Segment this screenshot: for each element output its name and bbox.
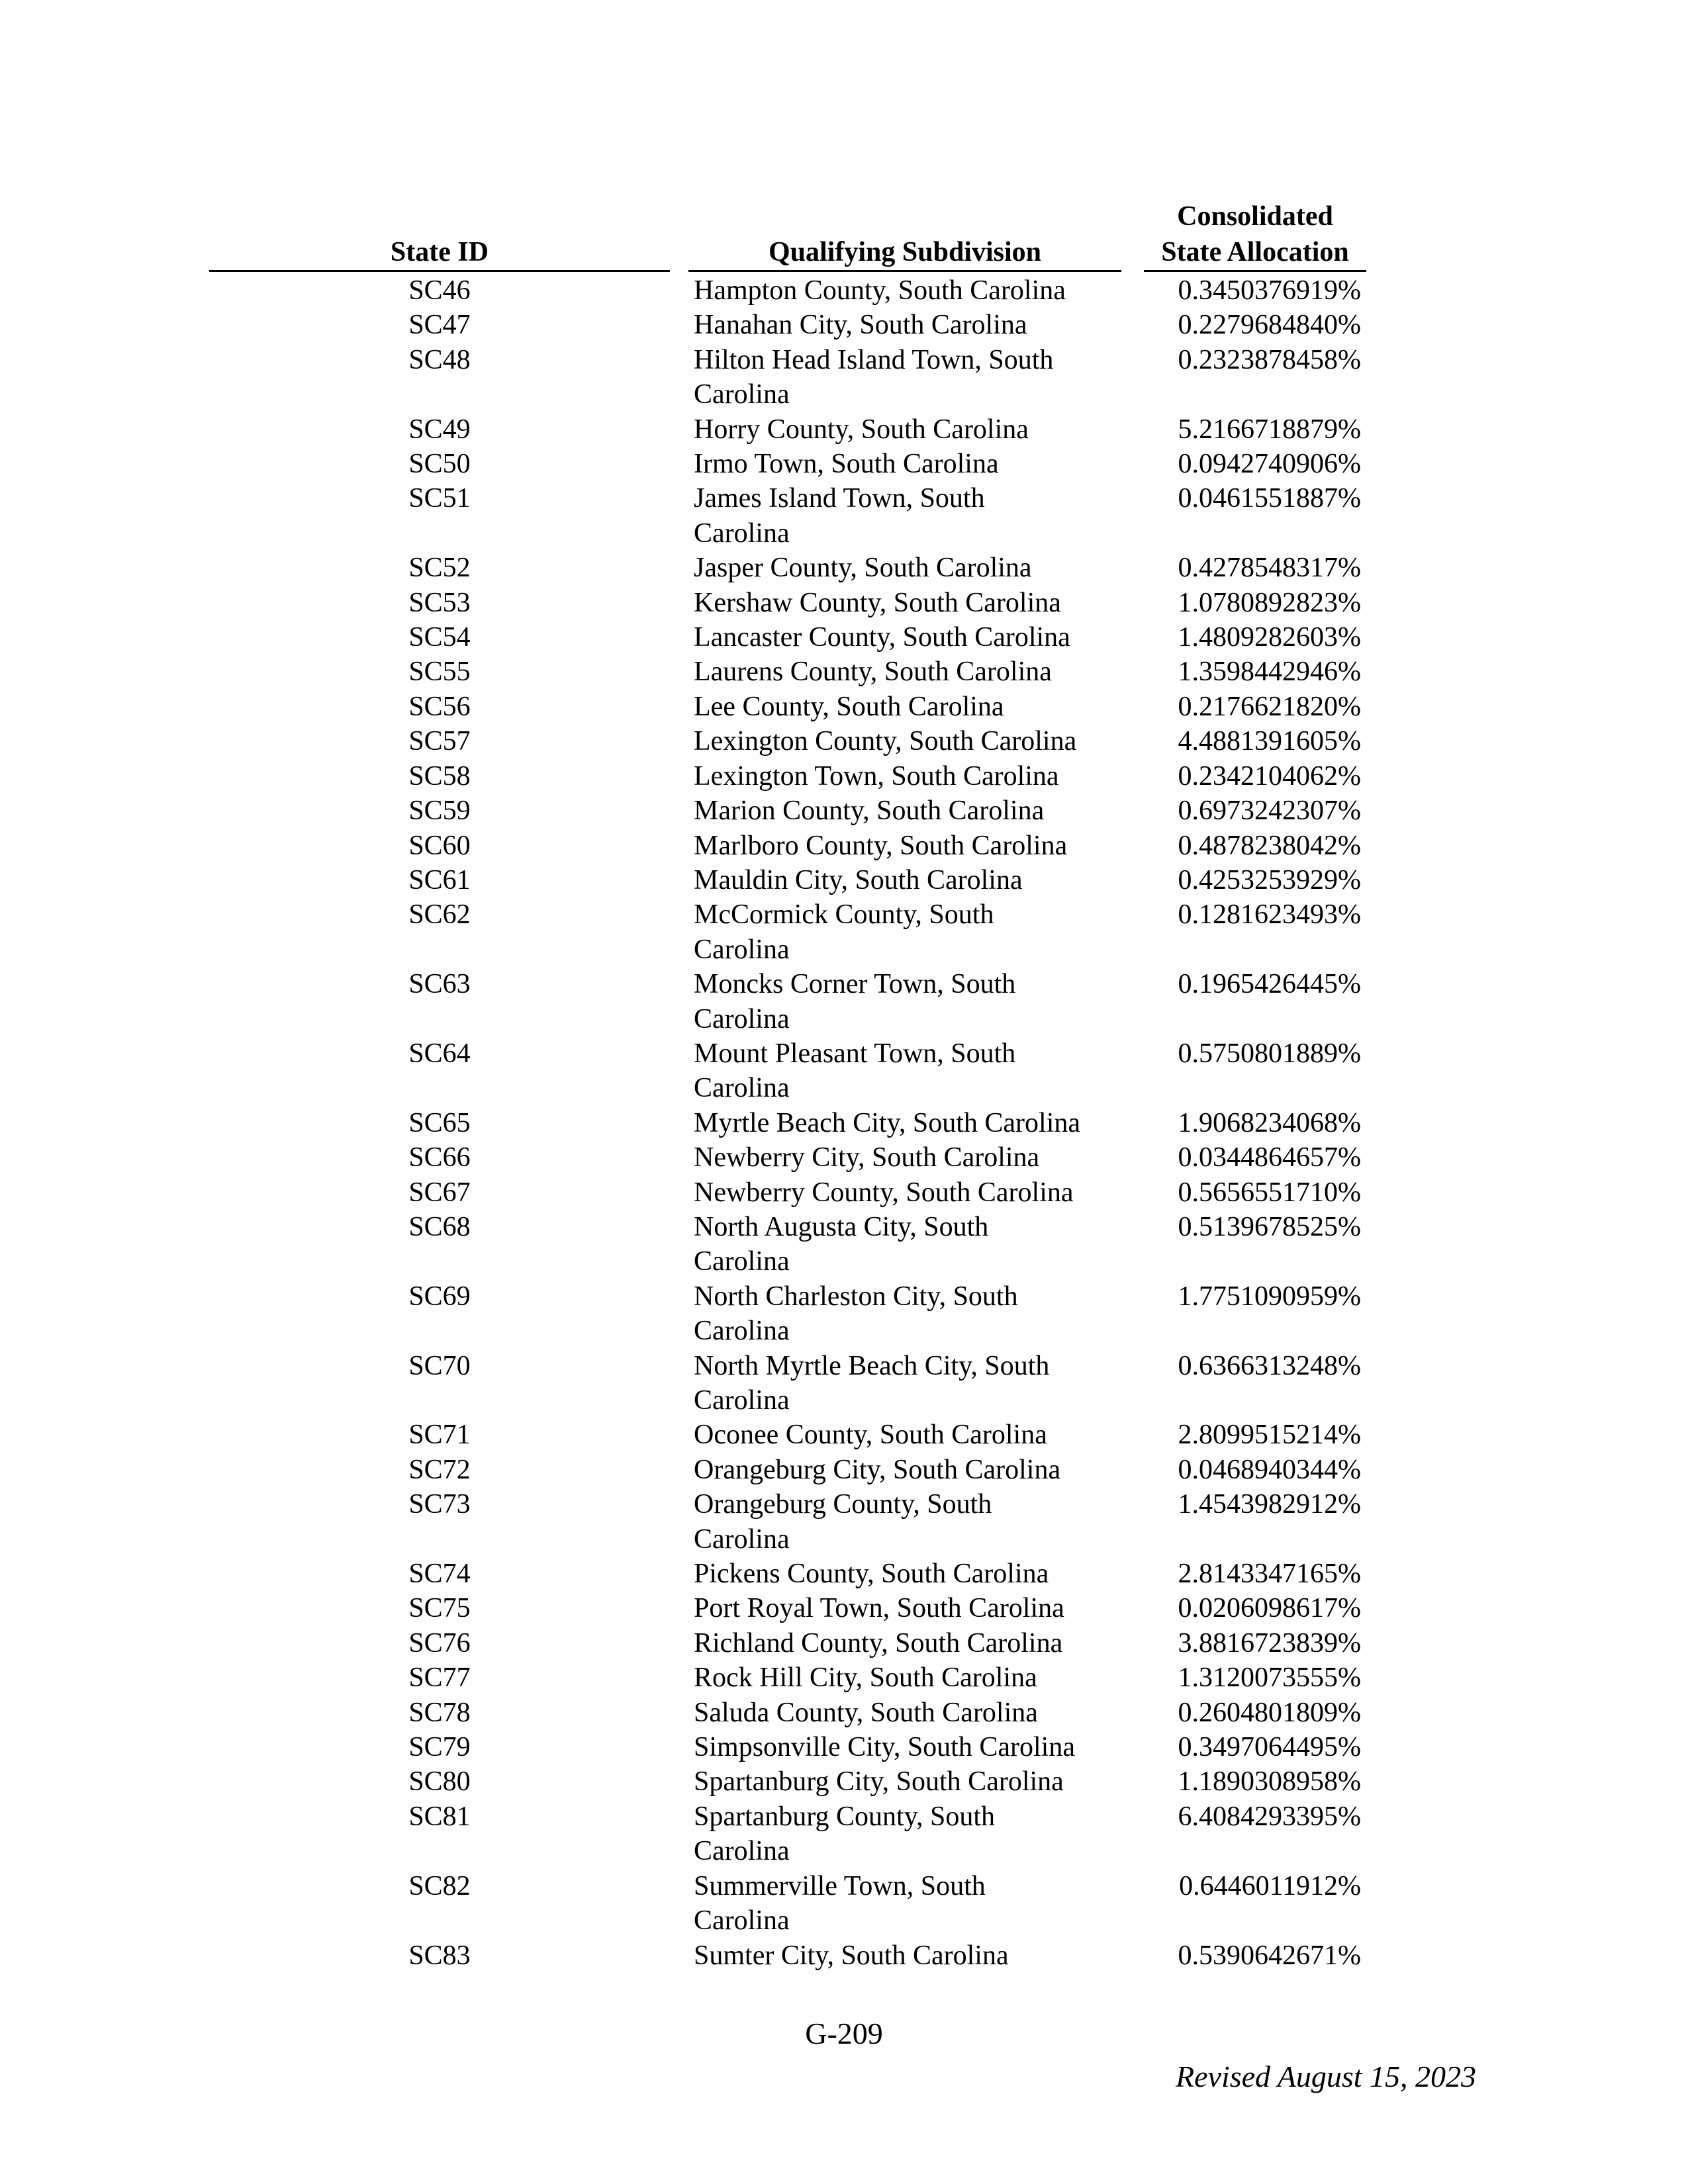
table-row bbox=[0, 1730, 1688, 1764]
state-id-cell: SC52 bbox=[408, 553, 471, 584]
subdivision-line: Port Royal Town, South Carolina bbox=[694, 1593, 1064, 1624]
header-underline-subdivision bbox=[688, 270, 1121, 272]
state-id-cell: SC83 bbox=[408, 1940, 471, 1971]
subdivision-cell bbox=[694, 829, 1124, 863]
table-row bbox=[0, 1036, 1688, 1106]
subdivision-line: Pickens County, South Carolina bbox=[694, 1559, 1049, 1590]
allocation-cell: 1.9068234068% bbox=[1178, 1107, 1361, 1138]
allocation-cell: 0.6446011912% bbox=[1179, 1870, 1361, 1901]
allocation-cell: 1.3598442946% bbox=[1178, 657, 1361, 688]
state-id-cell: SC75 bbox=[408, 1593, 471, 1624]
table-row bbox=[0, 655, 1688, 689]
subdivision-cell bbox=[694, 1730, 1124, 1764]
subdivision-cell bbox=[694, 1349, 1124, 1418]
state-id-cell: SC68 bbox=[408, 1211, 471, 1242]
allocation-cell: 0.3497064495% bbox=[1178, 1732, 1361, 1763]
allocation-cell: 0.0468940344% bbox=[1178, 1454, 1361, 1485]
state-id-cell: SC67 bbox=[408, 1177, 471, 1208]
allocation-cell: 0.5390642671% bbox=[1178, 1940, 1361, 1971]
subdivision-line: Orangeburg County, South bbox=[694, 1489, 992, 1520]
subdivision-line: Spartanburg County, South bbox=[694, 1801, 996, 1832]
state-id-cell: SC72 bbox=[408, 1454, 471, 1485]
subdivision-line: Lee County, South Carolina bbox=[694, 691, 1004, 722]
header-underline-state-id bbox=[209, 270, 670, 272]
subdivision-line: Saluda County, South Carolina bbox=[694, 1697, 1038, 1728]
subdivision-line: Rock Hill City, South Carolina bbox=[694, 1662, 1037, 1694]
allocation-cell: 0.2279684840% bbox=[1178, 310, 1361, 341]
state-id-cell: SC59 bbox=[408, 796, 471, 827]
subdivision-line: Spartanburg City, South Carolina bbox=[694, 1766, 1064, 1797]
table-row bbox=[0, 1661, 1688, 1695]
table-row bbox=[0, 481, 1688, 551]
allocation-cell: 3.8816723839% bbox=[1178, 1627, 1361, 1659]
subdivision-line: James Island Town, South bbox=[694, 483, 985, 514]
subdivision-line: North Charleston City, South bbox=[694, 1281, 1018, 1312]
subdivision-cell bbox=[694, 1453, 1124, 1487]
subdivision-line: Hanahan City, South Carolina bbox=[694, 310, 1027, 341]
subdivision-cell bbox=[694, 1175, 1124, 1210]
table-row bbox=[0, 308, 1688, 342]
column-header-allocation-line-1: Consolidated bbox=[1177, 201, 1333, 232]
state-id-cell: SC61 bbox=[408, 864, 471, 895]
subdivision-line: Kershaw County, South Carolina bbox=[694, 587, 1061, 618]
table-row bbox=[0, 829, 1688, 863]
table-row bbox=[0, 1140, 1688, 1175]
table-row bbox=[0, 1453, 1688, 1487]
subdivision-line: Summerville Town, South bbox=[694, 1870, 986, 1901]
allocation-cell: 0.5656551710% bbox=[1178, 1177, 1361, 1208]
allocation-cell: 0.6366313248% bbox=[1178, 1350, 1361, 1381]
subdivision-line: Myrtle Beach City, South Carolina bbox=[694, 1107, 1081, 1138]
state-id-cell: SC57 bbox=[408, 726, 471, 757]
subdivision-line: Carolina bbox=[694, 1524, 790, 1555]
table-row bbox=[0, 690, 1688, 724]
state-id-cell: SC50 bbox=[408, 449, 471, 480]
subdivision-line: Irmo Town, South Carolina bbox=[694, 449, 999, 480]
state-id-cell: SC58 bbox=[408, 760, 471, 792]
subdivision-cell bbox=[694, 273, 1124, 308]
subdivision-cell bbox=[694, 620, 1124, 655]
allocation-cell: 0.4278548317% bbox=[1178, 553, 1361, 584]
table-row bbox=[0, 551, 1688, 585]
allocation-table-body bbox=[0, 273, 1688, 1973]
allocation-cell: 1.3120073555% bbox=[1178, 1662, 1361, 1694]
allocation-cell: 6.4084293395% bbox=[1178, 1801, 1361, 1832]
subdivision-line: Sumter City, South Carolina bbox=[694, 1940, 1009, 1971]
subdivision-cell bbox=[694, 551, 1124, 585]
allocation-cell: 0.0461551887% bbox=[1178, 483, 1361, 514]
allocation-cell: 0.4253253929% bbox=[1178, 864, 1361, 895]
column-header-consolidated-state-allocation bbox=[1144, 199, 1366, 270]
allocation-cell: 0.2342104062% bbox=[1178, 760, 1361, 792]
column-header-allocation-line-2: State Allocation bbox=[1161, 237, 1349, 267]
state-id-cell: SC60 bbox=[408, 830, 471, 861]
state-id-cell: SC55 bbox=[408, 657, 471, 688]
subdivision-line: Hilton Head Island Town, South bbox=[694, 344, 1054, 375]
allocation-cell: 0.1281623493% bbox=[1178, 899, 1361, 931]
table-row bbox=[0, 273, 1688, 308]
subdivision-cell bbox=[694, 724, 1124, 758]
subdivision-cell bbox=[694, 1418, 1124, 1452]
table-row bbox=[0, 1557, 1688, 1591]
subdivision-line: Marion County, South Carolina bbox=[694, 796, 1045, 827]
subdivision-cell bbox=[694, 897, 1124, 967]
subdivision-line: Hampton County, South Carolina bbox=[694, 275, 1066, 306]
subdivision-cell bbox=[694, 1938, 1124, 1973]
table-row bbox=[0, 1487, 1688, 1557]
state-id-cell: SC82 bbox=[408, 1870, 471, 1901]
allocation-cell: 2.8099515214% bbox=[1178, 1420, 1361, 1451]
subdivision-line: North Augusta City, South bbox=[694, 1211, 989, 1242]
state-id-cell: SC66 bbox=[408, 1142, 471, 1173]
state-id-cell: SC54 bbox=[408, 622, 471, 653]
allocation-cell: 0.5750801889% bbox=[1178, 1038, 1361, 1069]
subdivision-cell bbox=[694, 1869, 1124, 1938]
allocation-cell: 0.2604801809% bbox=[1178, 1697, 1361, 1728]
state-id-cell: SC74 bbox=[408, 1559, 471, 1590]
subdivision-cell bbox=[694, 863, 1124, 897]
subdivision-line: Laurens County, South Carolina bbox=[694, 657, 1052, 688]
subdivision-line: Richland County, South Carolina bbox=[694, 1627, 1063, 1659]
table-row bbox=[0, 724, 1688, 758]
subdivision-line: Jasper County, South Carolina bbox=[694, 553, 1032, 584]
table-row bbox=[0, 1106, 1688, 1140]
subdivision-line: Horry County, South Carolina bbox=[694, 414, 1029, 445]
allocation-cell: 5.2166718879% bbox=[1178, 414, 1361, 445]
allocation-cell: 0.5139678525% bbox=[1178, 1211, 1361, 1242]
subdivision-line: Lexington County, South Carolina bbox=[694, 726, 1077, 757]
subdivision-line: Carolina bbox=[694, 934, 790, 965]
subdivision-line: Carolina bbox=[694, 1073, 790, 1104]
subdivision-cell bbox=[694, 343, 1124, 412]
state-id-cell: SC63 bbox=[408, 969, 471, 1000]
state-id-cell: SC48 bbox=[408, 344, 471, 375]
column-header-state-id: State ID bbox=[390, 237, 489, 267]
subdivision-cell bbox=[694, 1140, 1124, 1175]
allocation-cell: 0.3450376919% bbox=[1178, 275, 1361, 306]
table-row bbox=[0, 1418, 1688, 1452]
allocation-cell: 1.1890308958% bbox=[1178, 1766, 1361, 1797]
subdivision-cell bbox=[694, 1626, 1124, 1661]
state-id-cell: SC71 bbox=[408, 1420, 471, 1451]
subdivision-cell bbox=[694, 1591, 1124, 1625]
state-id-cell: SC65 bbox=[408, 1107, 471, 1138]
allocation-cell: 0.0942740906% bbox=[1178, 449, 1361, 480]
state-id-cell: SC69 bbox=[408, 1281, 471, 1312]
state-id-cell: SC73 bbox=[408, 1489, 471, 1520]
state-id-cell: SC76 bbox=[408, 1627, 471, 1659]
state-id-cell: SC81 bbox=[408, 1801, 471, 1832]
state-id-cell: SC49 bbox=[408, 414, 471, 445]
subdivision-cell bbox=[694, 690, 1124, 724]
subdivision-line: Carolina bbox=[694, 1246, 790, 1277]
table-row bbox=[0, 897, 1688, 967]
subdivision-cell bbox=[694, 1279, 1124, 1349]
state-id-cell: SC51 bbox=[408, 483, 471, 514]
table-row bbox=[0, 1175, 1688, 1210]
table-row bbox=[0, 447, 1688, 481]
subdivision-line: Carolina bbox=[694, 518, 790, 549]
allocation-cell: 0.4878238042% bbox=[1178, 830, 1361, 861]
subdivision-line: Simpsonville City, South Carolina bbox=[694, 1732, 1075, 1763]
subdivision-line: Mount Pleasant Town, South bbox=[694, 1038, 1016, 1069]
subdivision-line: North Myrtle Beach City, South bbox=[694, 1350, 1050, 1381]
revision-date: Revised August 15, 2023 bbox=[1176, 2060, 1476, 2093]
allocation-cell: 0.6973242307% bbox=[1178, 796, 1361, 827]
state-id-cell: SC46 bbox=[408, 275, 471, 306]
subdivision-line: Carolina bbox=[694, 1385, 790, 1416]
subdivision-line: Newberry City, South Carolina bbox=[694, 1142, 1040, 1173]
subdivision-cell bbox=[694, 1661, 1124, 1695]
subdivision-cell bbox=[694, 1799, 1124, 1869]
table-row bbox=[0, 1279, 1688, 1349]
state-id-cell: SC77 bbox=[408, 1662, 471, 1694]
allocation-cell: 0.1965426445% bbox=[1178, 969, 1361, 1000]
subdivision-line: Carolina bbox=[694, 1316, 790, 1347]
table-row bbox=[0, 794, 1688, 828]
subdivision-cell bbox=[694, 412, 1124, 447]
subdivision-cell bbox=[694, 1764, 1124, 1799]
subdivision-line: McCormick County, South bbox=[694, 899, 994, 931]
allocation-cell: 0.2323878458% bbox=[1178, 344, 1361, 375]
table-row bbox=[0, 412, 1688, 447]
state-id-cell: SC80 bbox=[408, 1766, 471, 1797]
table-row bbox=[0, 1210, 1688, 1279]
state-id-cell: SC62 bbox=[408, 899, 471, 931]
subdivision-cell bbox=[694, 655, 1124, 689]
subdivision-cell bbox=[694, 1487, 1124, 1557]
table-row bbox=[0, 1764, 1688, 1799]
subdivision-line: Marlboro County, South Carolina bbox=[694, 830, 1068, 861]
subdivision-line: Moncks Corner Town, South bbox=[694, 969, 1016, 1000]
page-number: G-209 bbox=[805, 2017, 883, 2050]
table-row bbox=[0, 1349, 1688, 1418]
table-row bbox=[0, 1626, 1688, 1661]
table-row bbox=[0, 1938, 1688, 1973]
subdivision-line: Orangeburg City, South Carolina bbox=[694, 1454, 1061, 1485]
state-id-cell: SC70 bbox=[408, 1350, 471, 1381]
subdivision-line: Newberry County, South Carolina bbox=[694, 1177, 1074, 1208]
state-id-cell: SC79 bbox=[408, 1732, 471, 1763]
state-id-cell: SC78 bbox=[408, 1697, 471, 1728]
subdivision-cell bbox=[694, 794, 1124, 828]
state-id-cell: SC47 bbox=[408, 310, 471, 341]
table-row bbox=[0, 343, 1688, 412]
subdivision-cell bbox=[694, 1106, 1124, 1140]
subdivision-cell bbox=[694, 1557, 1124, 1591]
subdivision-line: Oconee County, South Carolina bbox=[694, 1420, 1047, 1451]
allocation-cell: 4.4881391605% bbox=[1178, 726, 1361, 757]
table-row bbox=[0, 586, 1688, 620]
header-underline-allocation bbox=[1144, 270, 1366, 272]
allocation-cell: 0.2176621820% bbox=[1178, 691, 1361, 722]
allocation-cell: 2.8143347165% bbox=[1178, 1559, 1361, 1590]
table-row bbox=[0, 620, 1688, 655]
subdivision-cell bbox=[694, 308, 1124, 342]
state-id-cell: SC53 bbox=[408, 587, 471, 618]
allocation-cell: 0.0206098617% bbox=[1178, 1593, 1361, 1624]
state-id-cell: SC56 bbox=[408, 691, 471, 722]
subdivision-line: Carolina bbox=[694, 379, 790, 410]
subdivision-cell bbox=[694, 447, 1124, 481]
table-row bbox=[0, 1591, 1688, 1625]
allocation-cell: 1.7751090959% bbox=[1178, 1281, 1361, 1312]
table-row bbox=[0, 967, 1688, 1036]
column-header-qualifying-subdivision: Qualifying Subdivision bbox=[768, 237, 1042, 267]
subdivision-line: Carolina bbox=[694, 1836, 790, 1867]
subdivision-line: Lancaster County, South Carolina bbox=[694, 622, 1070, 653]
table-row bbox=[0, 863, 1688, 897]
allocation-cell: 0.0344864657% bbox=[1178, 1142, 1361, 1173]
subdivision-line: Mauldin City, South Carolina bbox=[694, 864, 1023, 895]
subdivision-line: Carolina bbox=[694, 1003, 790, 1034]
allocation-cell: 1.4543982912% bbox=[1178, 1489, 1361, 1520]
subdivision-cell bbox=[694, 1696, 1124, 1730]
subdivision-cell bbox=[694, 1210, 1124, 1279]
allocation-cell: 1.0780892823% bbox=[1178, 587, 1361, 618]
subdivision-cell bbox=[694, 586, 1124, 620]
table-row bbox=[0, 1799, 1688, 1869]
table-row bbox=[0, 1696, 1688, 1730]
table-row bbox=[0, 1869, 1688, 1938]
subdivision-line: Carolina bbox=[694, 1905, 790, 1936]
subdivision-line: Lexington Town, South Carolina bbox=[694, 760, 1059, 792]
allocation-cell: 1.4809282603% bbox=[1178, 622, 1361, 653]
state-id-cell: SC64 bbox=[408, 1038, 471, 1069]
subdivision-cell bbox=[694, 759, 1124, 794]
subdivision-cell bbox=[694, 1036, 1124, 1106]
subdivision-cell bbox=[694, 967, 1124, 1036]
table-row bbox=[0, 759, 1688, 794]
subdivision-cell bbox=[694, 481, 1124, 551]
